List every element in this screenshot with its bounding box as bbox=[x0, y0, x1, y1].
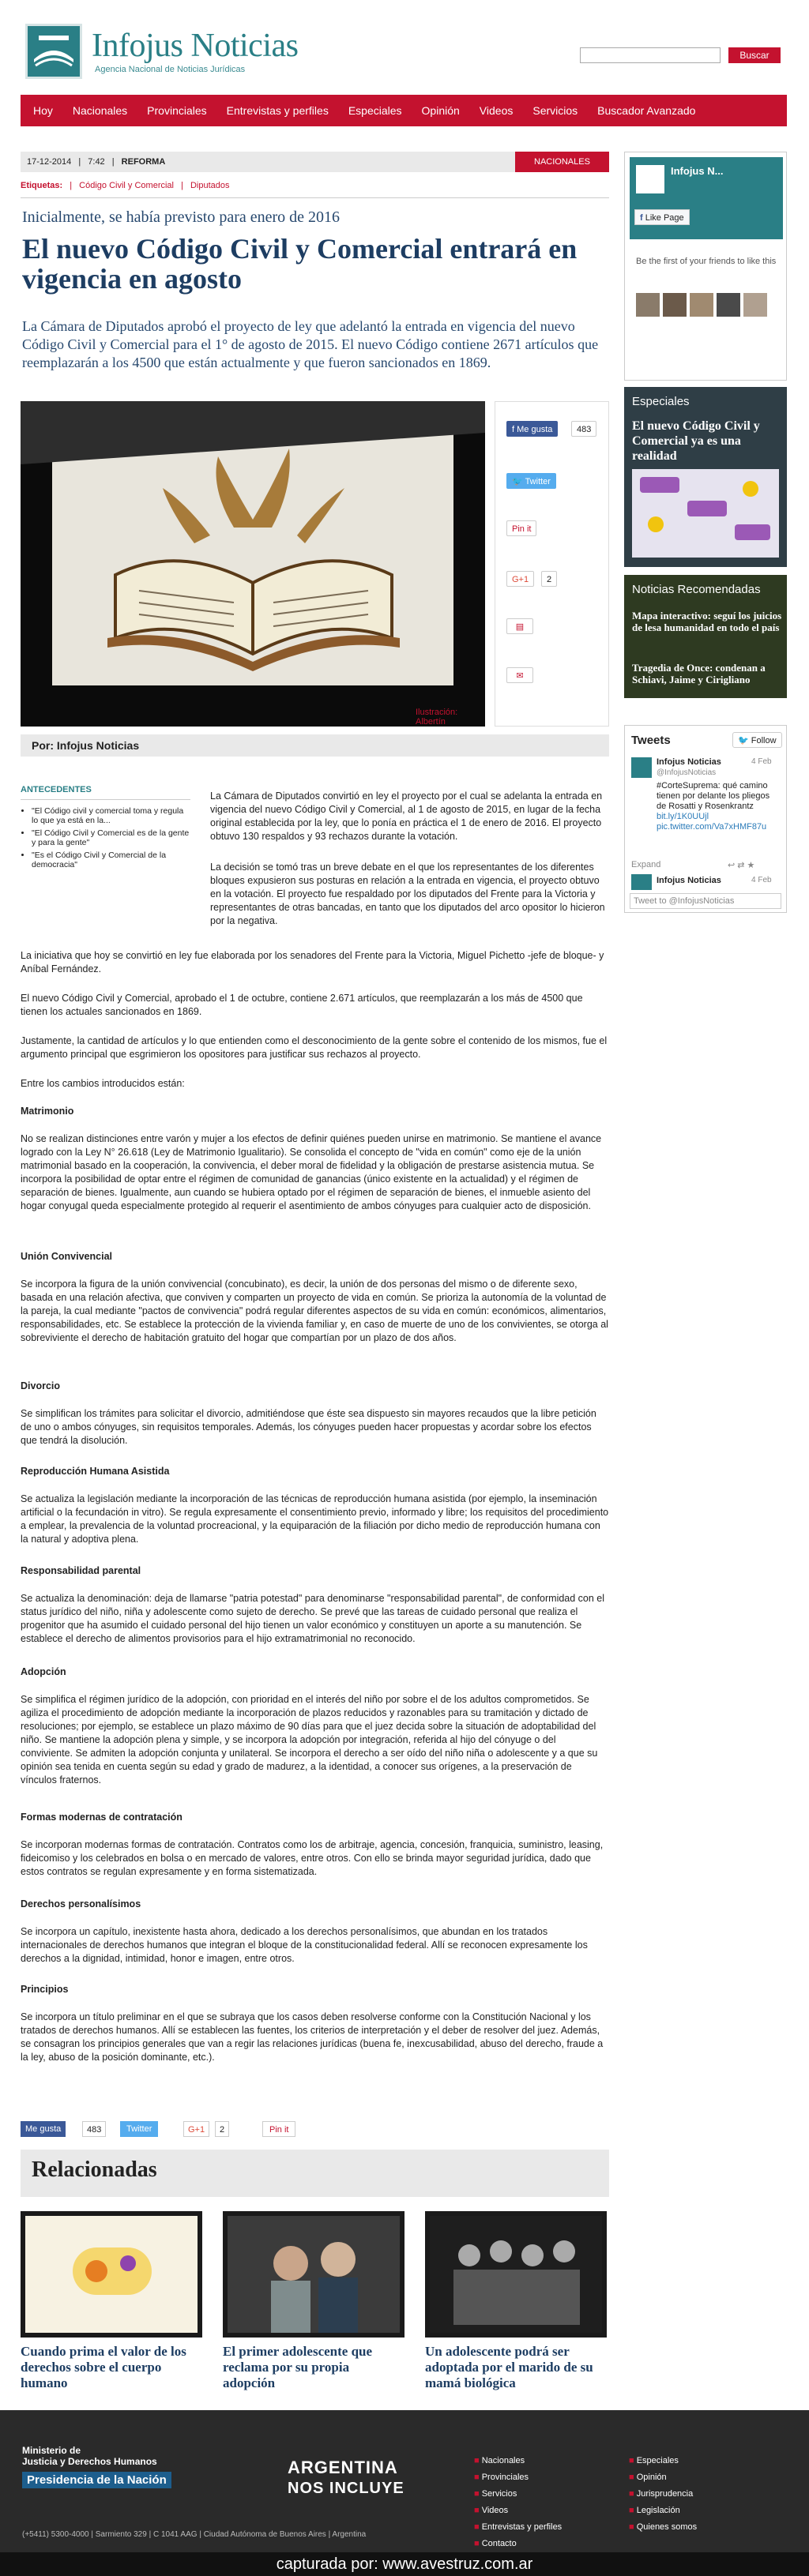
article-paragraph: La iniciativa que hoy se convirtió en ley fue elaborada por los senadores del Frente para la Victoria, Miguel Pichetto -jefe de bloque- y Aníbal Fernández. bbox=[21, 950, 604, 974]
section-heading: Principios bbox=[21, 1984, 69, 1995]
twitter-button[interactable]: Twitter bbox=[120, 2121, 158, 2137]
article-paragraph: Justamente, la cantidad de artículos y lo que entienden como el desconocimiento de la gente sobre el contenido de los mismos, fue el argumento principal que esgrimieron los opositores para justificar sus rechazos al proyecto. bbox=[21, 1035, 608, 1060]
article-paragraph: Entre los cambios introducidos están: bbox=[21, 1078, 185, 1089]
section-heading: Matrimonio bbox=[21, 1106, 74, 1117]
footer-link[interactable]: ■ Contacto bbox=[474, 2539, 517, 2548]
recommended-item[interactable]: Tragedia de Once: condenan a Schiavi, Jaime y Cirigliano bbox=[632, 662, 766, 685]
share-box bbox=[495, 401, 609, 727]
gplus-button[interactable]: G+1 bbox=[506, 571, 534, 587]
tweet-date[interactable]: 4 Feb bbox=[751, 876, 772, 884]
footer-link[interactable]: ■ Legislación bbox=[629, 2506, 680, 2515]
section-text: Se incorpora un título preliminar en el que se subraya que los casos deben resolverse conforme con la Constitución Nacional y los tratados de derechos humanos. Allí se establecen las fuentes, los criterios de interpretación y el deber de resolver del juez. Además, se consagran los principios generales que van a regir las relaciones jurídicas (buena fe, inexcusabilidad, abuso del derecho, fraude a la ley, abuso de la posición dominante, etc.). bbox=[21, 2011, 604, 2063]
tweet-pic-link[interactable]: pic.twitter.com/Va7xHMF87u bbox=[657, 822, 767, 832]
footer-link[interactable]: ■ Especiales bbox=[629, 2456, 679, 2465]
search-button[interactable]: Buscar bbox=[728, 47, 781, 63]
facebook-icon: f bbox=[512, 425, 515, 434]
search-input[interactable] bbox=[580, 47, 721, 63]
fb-first-text: Be the first of your friends to like this bbox=[636, 257, 777, 266]
section-text: Se simplifica el régimen jurídico de la adopción, con prioridad en el interés del niño por sobre el de los adultos comprometidos. Se agiliza el procedimiento de adopción mediante la incorporación de plazos reducidos y razonables para su tramitación y dictado de resoluciones; por ejemplo, se establece un plazo máximo de 90 días para que el juez decida sobre la situación de adoptabilidad del niño. Se mantiene la adopción plena y simple, y se incorpora la adopción por integración, referida al hijo del cónyuge o del conviviente. Se admiten la adopción conjunta y unilateral. Se incorpora el derecho a ser oído del niño niña o adolescente y a que su opinión sea tenida en cuenta según su edad y grado de madurez, a la identidad, a conocer sus orígenes, a la preservación de vínculos fraternos. bbox=[21, 1694, 598, 1786]
tag-link[interactable]: Código Civil y Comercial bbox=[79, 181, 174, 190]
ministerio-line2: Justicia y Derechos Humanos bbox=[22, 2456, 157, 2467]
fb-friend-avatars bbox=[636, 293, 767, 317]
tag-link[interactable]: Diputados bbox=[190, 181, 230, 190]
recommended-item[interactable]: Mapa interactivo: seguí los juicios de lesa humanidad en todo el país bbox=[632, 610, 782, 633]
tweets-title: Tweets bbox=[631, 734, 671, 747]
twitter-icon: 🐦 bbox=[512, 477, 523, 486]
avatar[interactable] bbox=[631, 874, 652, 890]
logo-subtitle: Agencia Nacional de Noticias Jurídicas bbox=[95, 65, 246, 74]
article-paragraph: La Cámara de Diputados convirtió en ley el proyecto por el cual se adelanta la entrada en vigencia del nuevo Código Civil y Comercial, al 1 de agosto de 2015, en lugar de la fecha original establecida por la ley, que lo ponía en práctica el 1 de enero de 2016. El proyecto obtuvo 130 respaldos y 93 rechazos durante la votación. bbox=[210, 790, 603, 842]
argentina-logo-line2: NOS INCLUYE bbox=[288, 2480, 404, 2497]
tweet-expand[interactable]: Expand bbox=[631, 860, 661, 869]
especiales-title: Especiales bbox=[632, 395, 690, 408]
tweet-compose-input[interactable]: Tweet to @InfojusNoticias bbox=[630, 893, 781, 909]
nav-item-especiales[interactable]: Especiales bbox=[348, 104, 402, 117]
antecedente-link[interactable]: • "El Código Civil y Comercial es de la gente y para la gente" bbox=[32, 828, 190, 847]
pinit-button[interactable]: Pin it bbox=[506, 520, 536, 536]
article-photo bbox=[21, 401, 485, 727]
bottom-share bbox=[21, 2121, 609, 2140]
section-heading: Adopción bbox=[21, 1666, 66, 1677]
section-text: Se actualiza la denominación: deja de llamarse "patria potestad" para denominarse "responsabilidad parental", de conformidad con el status jurídico del niño, niña y adolescente como sujeto de derecho. Se prevé que las tareas de cuidado personal que realiza el progenitor que ha asumido el cuidado personal del hijo tienen un valor económico y constituyen un aporte a su manutención. Se establece el derecho de alimentos provisorios para el hijo extramatrimonial no reconocido. bbox=[21, 1593, 605, 1644]
gplus-count: 2 bbox=[541, 571, 557, 587]
facebook-widget bbox=[624, 152, 787, 381]
nav-item-hoy[interactable]: Hoy bbox=[33, 104, 53, 117]
footer-link[interactable]: ■ Jurisprudencia bbox=[629, 2489, 694, 2499]
section-text: Se incorporan modernas formas de contratación. Contratos como los de arbitraje, agencia, concesión, franquicia, suministro, leasing, fideicomiso y los celebrados en bolsa o en mercado de valores, entre otros. Con ello se brinda mayor seguridad jurídica, dado que estos contratos se regulan expresamente y en forma sistematizada. bbox=[21, 1839, 604, 1877]
nav-item-entrevistas[interactable]: Entrevistas y perfiles bbox=[226, 104, 329, 117]
antecedentes-title: ANTECEDENTES bbox=[21, 785, 190, 800]
section-heading: Unión Convivencial bbox=[21, 1251, 112, 1262]
presidencia-logo[interactable]: Presidencia de la Nación bbox=[22, 2472, 171, 2488]
nav-item-provinciales[interactable]: Provinciales bbox=[147, 104, 207, 117]
twitter-follow-button[interactable]: 🐦 Follow bbox=[732, 732, 782, 748]
ministerio-line1: Ministerio de bbox=[22, 2445, 81, 2456]
gplus-button[interactable]: G+1 bbox=[183, 2121, 209, 2137]
tweet-handle: @InfojusNoticias bbox=[657, 768, 717, 777]
print-icon[interactable]: ▤ bbox=[506, 618, 533, 634]
footer-links-col1 bbox=[474, 2453, 562, 2552]
tweet-actions-icon[interactable]: ↩ ⇄ ★ bbox=[728, 861, 755, 870]
footer-link[interactable]: ■ Provinciales bbox=[474, 2473, 529, 2482]
related-image[interactable] bbox=[21, 2211, 202, 2338]
related-background bbox=[21, 785, 190, 873]
footer-link[interactable]: ■ Videos bbox=[474, 2506, 509, 2515]
tags-label: Etiquetas: bbox=[21, 181, 63, 190]
section-heading: Divorcio bbox=[21, 1380, 61, 1391]
facebook-count: 483 bbox=[82, 2121, 106, 2137]
section-text: Se actualiza la legislación mediante la incorporación de las técnicas de reproducción humana asistida (por ejemplo, la inseminación artificial o la fecundación in vitro). Se regula expresamente el consentimiento previo, informado y libre; los requisitos del procedimiento a emplear, la prevalencia de la voluntad procreacional, y la equiparación de la filiación por dicho medio de reproducción humana con la natural y adoptiva plena. bbox=[21, 1493, 609, 1545]
fb-page-name[interactable]: Infojus N... bbox=[671, 165, 724, 177]
capture-credit: capturada por: www.avestruz.com.ar bbox=[0, 2552, 809, 2576]
article-date: 17-12-2014 bbox=[27, 157, 72, 167]
twitter-icon: 🐦 bbox=[738, 736, 749, 745]
footer-link[interactable]: ■ Servicios bbox=[474, 2489, 517, 2499]
footer-link[interactable]: ■ Opinión bbox=[629, 2473, 667, 2482]
footer-link[interactable]: ■ Entrevistas y perfiles bbox=[474, 2522, 563, 2532]
category-badge[interactable]: NACIONALES bbox=[515, 152, 609, 172]
article-section: REFORMA bbox=[121, 157, 166, 167]
article-author: Por: Infojus Noticias bbox=[21, 734, 609, 757]
section-text: No se realizan distinciones entre varón y mujer a los efectos de definir quiénes pueden unirse en matrimonio. Se mantiene el avance logrado con la Ley N° 26.618 (Ley de Matrimonio Igualitario). Se consolida el concepto de "vida en común" como eje de la unión matrimonial basado en la cooperación, la convivencia, el deber moral de fidelidad y la obligación de prestarse asistencia mutua. Se incorpora la posibilidad de optar entre el régimen de comunidad de ganancias (único existente en la actualidad) y el régimen de separación de bienes. Igualmente, aun cuando se hubiera optado por el régimen de separación de bienes, el inmueble asiento del hogar conyugal queda especialmente protegido al requerir el asentimiento de ambos cónyuges para cualquier acto de disposición. bbox=[21, 1133, 602, 1211]
especiales-headline[interactable]: El nuevo Código Civil y Comercial ya es una realidad bbox=[632, 419, 760, 463]
especiales-widget[interactable] bbox=[624, 387, 787, 567]
related-title: Relacionadas bbox=[32, 2157, 157, 2182]
facebook-count: 483 bbox=[571, 421, 596, 437]
related-item-title[interactable]: El primer adolescente que reclama por su propia adopción bbox=[223, 2344, 373, 2390]
nav-item-nacionales[interactable]: Nacionales bbox=[72, 104, 128, 117]
tweet-link[interactable]: bit.ly/1K0UUjl bbox=[657, 812, 709, 821]
tweet-date[interactable]: 4 Feb bbox=[751, 757, 772, 766]
main-nav bbox=[21, 95, 787, 126]
related-item-title[interactable]: Un adolescente podrá ser adoptada por el marido de su mamá biológica bbox=[425, 2344, 593, 2390]
facebook-icon: f bbox=[640, 213, 643, 223]
twitter-button[interactable]: 🐦 Twitter bbox=[506, 473, 556, 489]
article-paragraph: La decisión se tomó tras un breve debate en el que los representantes de los diferentes bloques expusieron sus posturas en relación a la entrada en vigencia, el proyecto obtuvo en la votación. El proyecto fue respaldado por los diputados del Frente para la Victoria y representantes de otras bancadas, en tanto que los diputados del arco opositor lo hicieron por la negativa. bbox=[210, 862, 605, 926]
article-title: El nuevo Código Civil y Comercial entrará en vigencia en agosto bbox=[22, 233, 578, 295]
section-heading: Formas modernas de contratación bbox=[21, 1812, 182, 1823]
site-header bbox=[21, 24, 787, 82]
facebook-like-button[interactable]: f Me gusta bbox=[506, 421, 558, 437]
article-paragraph: El nuevo Código Civil y Comercial, aprobado el 1 de octubre, contiene 2.671 artículos, que reemplazarán a los más de 4500 que tienen los actuales sancionados en 1869. bbox=[21, 993, 583, 1017]
article-infobar: 17-12-2014 | 7:42 | REFORMA NACIONALES bbox=[21, 152, 609, 172]
footer-link[interactable]: ■ Quienes somos bbox=[629, 2522, 698, 2532]
email-icon[interactable]: ✉ bbox=[506, 667, 533, 683]
article-pretitle: Inicialmente, se había previsto para enero de 2016 bbox=[22, 208, 341, 226]
related-image[interactable] bbox=[223, 2211, 404, 2338]
fb-like-page-button[interactable]: f Like Page bbox=[634, 209, 690, 225]
gplus-count: 2 bbox=[215, 2121, 229, 2137]
tweet-author[interactable]: Infojus Noticias bbox=[657, 757, 721, 767]
section-text: Se simplifican los trámites para solicitar el divorcio, admitiéndose que éste sea dispuesto sin mayores recaudos que la libre petición de uno o ambos cónyuges, sin requisitos temporales. Además, los cónyuges pueden hacer propuestas y acordar sobre los efectos que tendrá la disolución. bbox=[21, 1408, 596, 1446]
especiales-image[interactable] bbox=[632, 469, 779, 558]
recommended-title: Noticias Recomendadas bbox=[632, 583, 761, 596]
site-footer bbox=[0, 2410, 809, 2567]
logo-title[interactable]: Infojus Noticias bbox=[92, 28, 299, 64]
facebook-like-button[interactable]: Me gusta bbox=[21, 2121, 66, 2137]
section-heading: Reproducción Humana Asistida bbox=[21, 1466, 170, 1477]
nav-item-opinion[interactable]: Opinión bbox=[421, 104, 460, 117]
tags: Etiquetas: | Código Civil y Comercial | Diputados bbox=[21, 181, 230, 190]
related-image[interactable] bbox=[425, 2211, 607, 2338]
antecedente-link[interactable]: • "El Código civil y comercial toma y regula lo que ya está en la... bbox=[32, 806, 190, 825]
tweet-author[interactable]: Infojus Noticias bbox=[657, 876, 721, 885]
section-heading: Derechos personalísimos bbox=[21, 1898, 141, 1909]
section-text: Se incorpora la figura de la unión convivencial (concubinato), es decir, la unión de dos personas del mismo o de diferente sexo, basada en una relación afectiva, que conviven y comparten un proyecto de vida en común. Se prioriza la autonomía de la voluntad de la pareja, la cual mediante "pactos de convivencia" podrá regular diferentes aspectos de su vida en común: económicos, alimentarios, responsabilidades, etc. Se establece la protección de la vivienda familiar y, en caso de muerte de uno de los convivientes, se otorga al sobreviviente el derecho de habitación gratuito del hogar que compartían por un plazo de dos años. bbox=[21, 1279, 608, 1343]
tweet-text: #CorteSuprema: qué camino tienen por delante los pliegos de Rosatti y Rosenkrantz bit.ly/1K0UUjl pic.twitter.com/Va7xHMF87u bbox=[657, 781, 770, 832]
argentina-logo-line1: ARGENTINA bbox=[288, 2458, 398, 2477]
footer-link[interactable]: ■ Nacionales bbox=[474, 2456, 525, 2465]
footer-links-col2 bbox=[629, 2453, 697, 2536]
avatar[interactable] bbox=[631, 757, 652, 778]
section-heading: Responsabilidad parental bbox=[21, 1565, 141, 1576]
pinit-button[interactable]: Pin it bbox=[262, 2121, 295, 2137]
divider bbox=[21, 197, 609, 198]
nav-item-videos[interactable]: Videos bbox=[479, 104, 514, 117]
related-section bbox=[21, 2150, 609, 2197]
section-text: Se incorpora un capítulo, inexistente hasta ahora, dedicado a los derechos personalísimos, que abundan en los tratados internacionales de derechos humanos que integran el bloque de la constitucionalidad federal. Allí se reconocen expresamente los derechos a la dignidad, intimidad, honor e imagen, entre otros. bbox=[21, 1926, 588, 1964]
page-avatar bbox=[634, 163, 666, 195]
nav-item-servicios[interactable]: Servicios bbox=[532, 104, 578, 117]
photo-credit: Ilustración: Albertín bbox=[416, 708, 458, 727]
antecedente-link[interactable]: • "Es el Código Civil y Comercial de la democracia" bbox=[32, 851, 190, 869]
article-lead: La Cámara de Diputados aprobó el proyecto de ley que adelantó la entrada en vigencia del nuevo Código Civil y Comercial para el 1° de agosto de 2015. El nuevo Código contiene 2671 artículos que reemplazarán a los 4500 que están actualmente y que fueron sancionados en 1869. bbox=[22, 318, 599, 370]
recommended-widget bbox=[624, 575, 787, 698]
twitter-widget bbox=[624, 725, 787, 913]
article-time: 7:42 bbox=[88, 157, 105, 167]
logo-icon[interactable] bbox=[25, 24, 82, 79]
related-item-title[interactable]: Cuando prima el valor de los derechos sobre el cuerpo humano bbox=[21, 2344, 186, 2390]
footer-address: (+5411) 5300-4000 | Sarmiento 329 | C 1041 AAG | Ciudad Autónoma de Buenos Aires | Argentina bbox=[22, 2530, 367, 2539]
nav-item-buscador[interactable]: Buscador Avanzado bbox=[597, 104, 696, 117]
